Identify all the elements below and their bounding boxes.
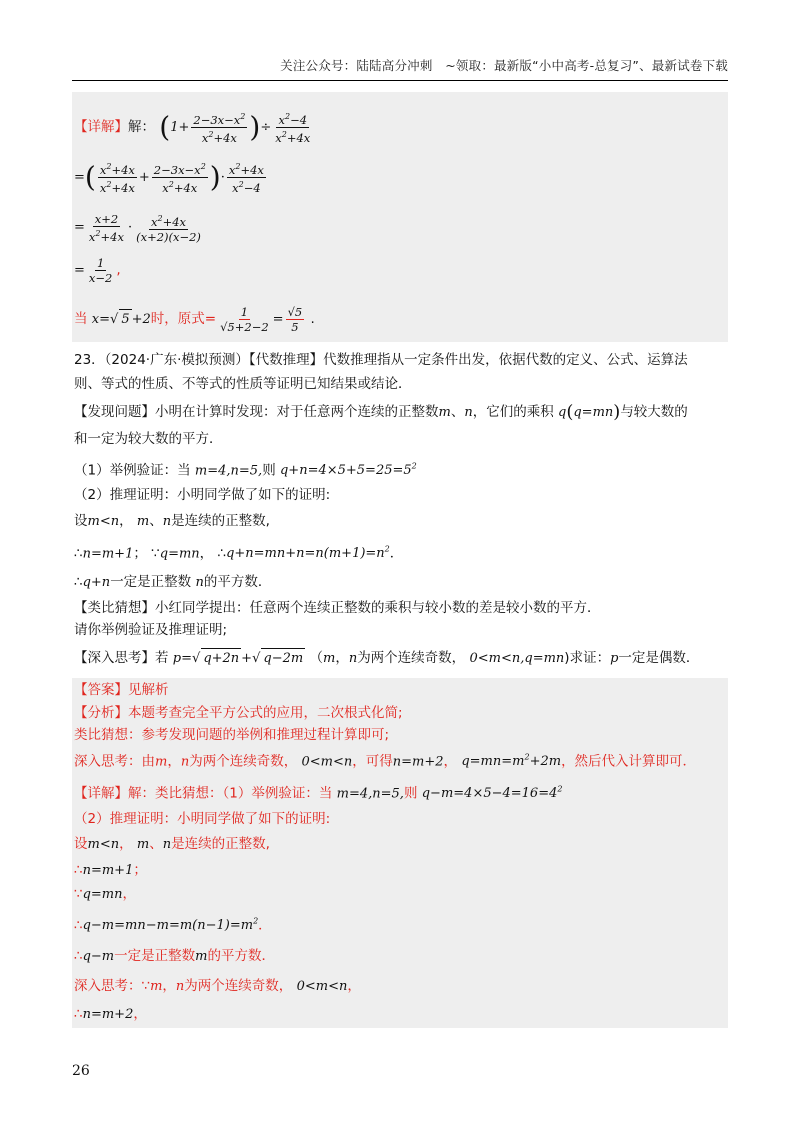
answer-proof-heading: （2）推理证明：小明同学做了如下的证明: [74, 811, 331, 827]
detail-line-1: 【详解】解： (1+ $\frac{2-3x-x^2}{x^2+4x}$ )÷ $\frac{x^2-4}{x^2+4x}$ [74, 110, 314, 145]
expr-original: (1+ $\frac{2-3x-x^2}{x^2+4x}$ )÷ $\frac{x^2-4}{x^2+4x}$ [159, 110, 311, 145]
answer-deep: 深入思考：∵m，n为两个连续奇数， 0<m<n， [74, 978, 361, 994]
problem-23-line-1: 23．（2024·广东·模拟预测）【代数推理】代数推理指从一定条件出发，依据代数的定义、公式、运算法 [74, 352, 688, 368]
ask-line: 请你举例验证及推理证明; [74, 622, 228, 638]
analogy-hint: 类比猜想：参考发现问题的举例和推理过程计算即可; [74, 727, 390, 743]
proof-step: ∴n=m+1； ∵q=mn， $\therefore q+n=mn+n=n(m+1)=n^2$． [74, 545, 404, 562]
page-header: 关注公众号：陆陆高分冲刺 ~领取：最新版“小中高考-总复习”、最新试卷下载 [280, 58, 728, 73]
answer-step-3: $\therefore q-m=mn-m=m(n-1)=m^2$． [74, 917, 272, 934]
analysis-line: 【分析】本题考查完全平方公式的应用，二次根式化简; [74, 705, 403, 721]
proof-conclusion: ∴q+n一定是正整数 n的平方数． [74, 574, 272, 590]
answer-step-2: ∵q=mn， [74, 886, 137, 902]
discover-line: 【发现问题】小明在计算时发现：对于任意两个连续的正整数m、n，它们的乘积 q(q=mn)与较大数的 [74, 401, 688, 423]
detail-line-3: = $\frac{x+2}{x^2+4x}$ · $\frac{x^2+4x}{(x+2)(x-2)}$ [74, 212, 201, 244]
answer-deep-2: ∴n=m+2， [74, 1006, 147, 1022]
detail-line-2: =( $\frac{x^2+4x}{x^2+4x}$ + $\frac{2-3x-x^2}{x^2+4x}$ )· $\frac{x^2+4x}{x^2-4}$ [74, 160, 264, 195]
answer-let: 设m<n， m、n是连续的正整数, [74, 836, 270, 852]
discover-line-2: 和一定为较大数的平方． [74, 431, 223, 447]
proof-let: 设m<n， m、n是连续的正整数, [74, 513, 270, 529]
page-number: 26 [72, 1063, 90, 1079]
answer-conclusion: ∴q−m一定是正整数m的平方数． [74, 948, 275, 964]
answer-detail-1: 【详解】解：类比猜想：（1）举例验证：当 m=4,n=5,则 $q-m=4\times 5-4=16=4^2$ [74, 785, 563, 802]
deep-hint: 深入思考：由m，n为两个连续奇数， 0<m<n，可得n=m+2， $q=mn=m^2+2m$，然后代入计算即可． [74, 753, 697, 770]
detail-line-5: 当 x=√ 5 +2时，原式= $\frac{1}{√5+2-2}$ = $\frac{√5}{5}$ . [74, 305, 315, 334]
problem-23-line-2: 则、等式的性质、不等式的性质等证明已知结果或结论． [74, 376, 412, 392]
answer-step-1: ∴n=m+1； [74, 862, 147, 878]
header-divider [72, 80, 728, 81]
proof-heading: （2）推理证明：小明同学做了如下的证明: [74, 487, 331, 503]
verify-line: （1）举例验证：当 m=4,n=5,则 $q+n=4\times 5+5=25=5^2$ [74, 462, 417, 479]
answer-label: 【答案】见解析 [74, 682, 169, 698]
deep-line: 【深入思考】若 p=√ q+2n +√ q−2m （m，n为两个连续奇数， 0<m<n,q=mn)求证：p一定是偶数． [74, 648, 699, 669]
detail-line-4: = $\frac{1}{x-2}$ , [74, 256, 121, 285]
analogy-line: 【类比猜想】小红同学提出：任意两个连续正整数的乘积与较小数的差是较小数的平方． [74, 600, 601, 616]
